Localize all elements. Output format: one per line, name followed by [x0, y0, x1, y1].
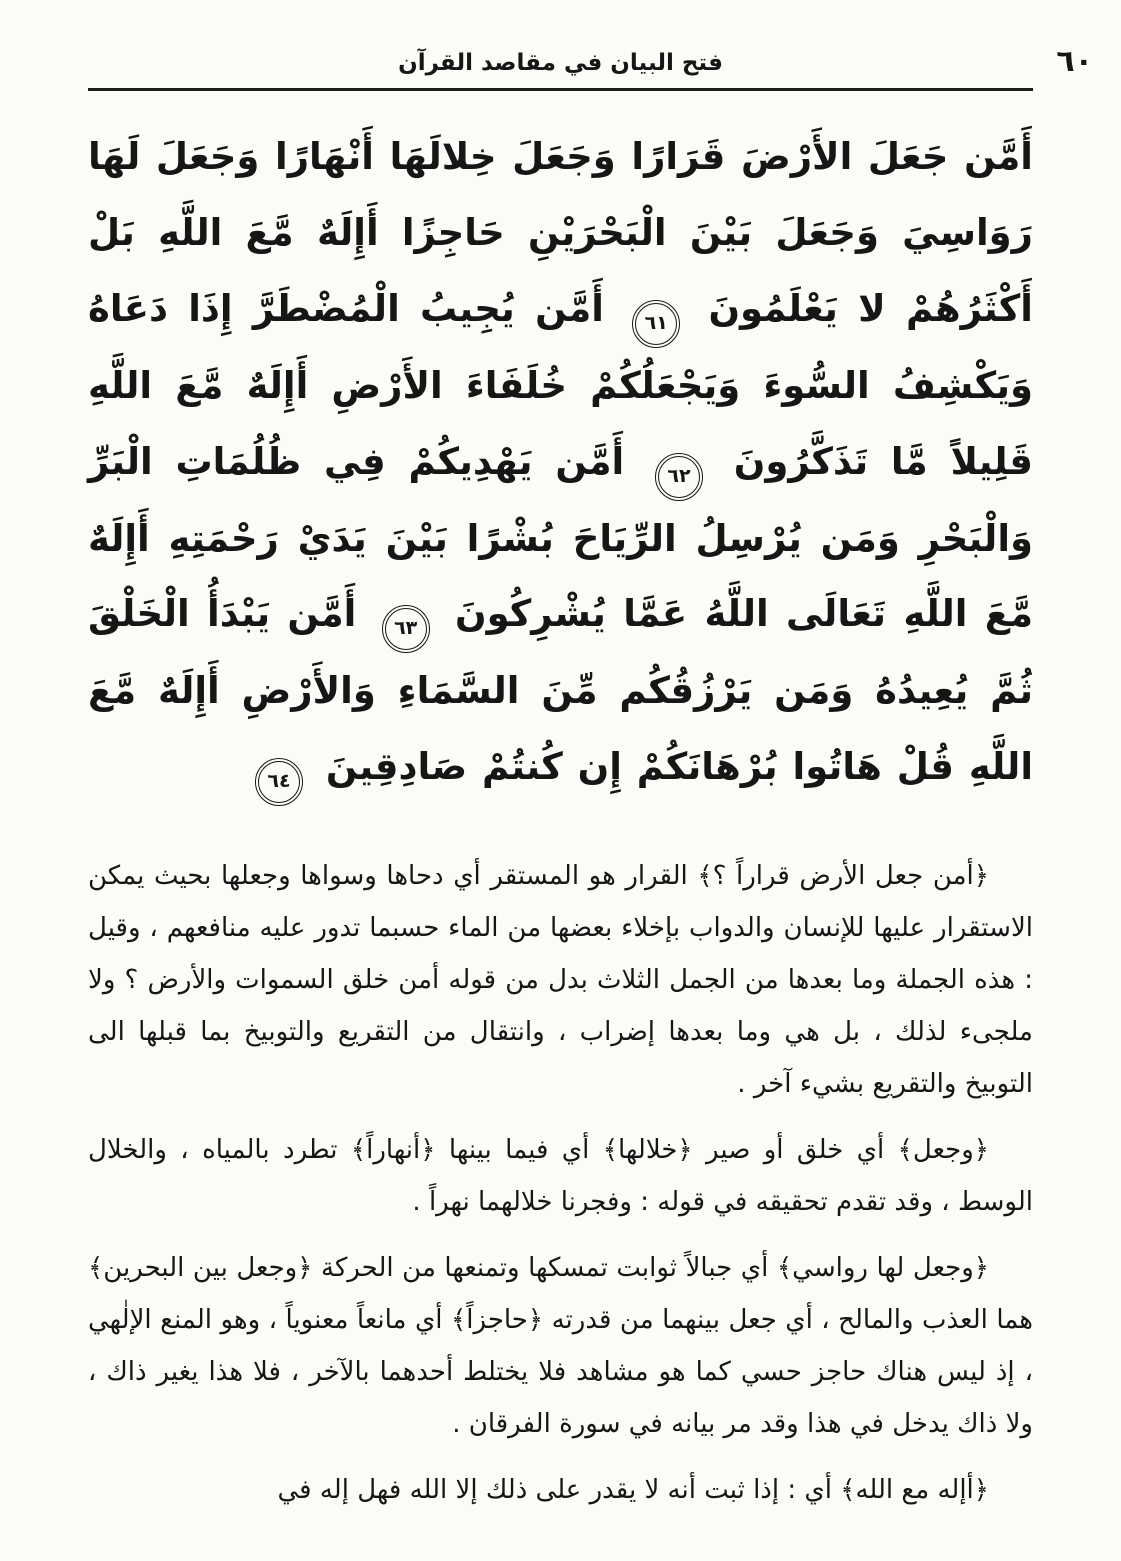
- commentary-paragraph: ﴿أمن جعل الأرض قراراً ؟﴾ القرار هو المستقر أي دحاها وسواها وجعلها بحيث يمكن الاستقرار عليها للإنسان والدواب بإخلاء بعضها من الماء حسبما تدور عليه منافعهم ، وقيل : هذه الجملة وما بعدها من الجمل الثلاث بدل من قوله أمن خلق السموات والأرض ؟ ولا ملجىء لذلك ، بل هي وما بعدها إضراب ، وانتقال من التقريع والتوبيخ بما قبلها الى التوبيخ والتقريع بشيء آخر .: [88, 861, 1033, 1100]
- ayah-text-61: أَمَّن جَعَلَ الأَرْضَ قَرَارًا وَجَعَلَ خِلالَهَا أَنْهَارًا وَجَعَلَ لَهَا رَوَاسِيَ وَجَعَلَ بَيْنَ الْبَحْرَيْنِ حَاجِزًا أَإِلَهٌ مَّعَ اللَّهِ بَلْ أَكْثَرُهُمْ لا يَعْلَمُونَ: [88, 135, 1033, 330]
- ayah-number-badge-64: ٦٤: [255, 758, 303, 806]
- ayah-text-63: أَمَّن يَهْدِيكُمْ فِي ظُلُمَاتِ الْبَرِّ وَالْبَحْرِ وَمَن يُرْسِلُ الرِّيَاحَ بُشْرًا بَيْنَ يَدَيْ رَحْمَتِهِ أَإِلَهٌ مَّعَ اللَّهِ تَعَالَى اللَّهُ عَمَّا يُشْرِكُونَ: [88, 439, 1033, 636]
- ayah-text-64: أَمَّن يَبْدَأُ الْخَلْقَ ثُمَّ يُعِيدُهُ وَمَن يَرْزُقُكُم مِّنَ السَّمَاءِ وَالأَرْضِ أَإِلَهٌ مَّعَ اللَّهِ قُلْ هَاتُوا بُرْهَانَكُمْ إِن كُنتُمْ صَادِقِينَ: [88, 592, 1033, 789]
- ayah-number-badge-62: ٦٢: [655, 453, 703, 501]
- commentary-paragraph: ﴿وجعل﴾ أي خلق أو صير ﴿خلالها﴾ أي فيما بينها ﴿أنهاراً﴾ تطرد بالمياه ، والخلال الوسط ، وقد تقدم تحقيقه في قوله : وفجرنا خلالهما نهراً .: [88, 1135, 1033, 1218]
- commentary-paragraph: ﴿أإله مع الله﴾ أي : إذا ثبت أنه لا يقدر على ذلك إلا الله فهل إله في: [277, 1475, 989, 1506]
- page-number: ٦٠: [1056, 44, 1093, 79]
- commentary-paragraph: ﴿وجعل لها رواسي﴾ أي جبالاً ثوابت تمسكها وتمنعها من الحركة ﴿وجعل بين البحرين﴾ هما العذب والمالح ، أي جعل بينهما من قدرته ﴿حاجزاً﴾ أي مانعاً معنوياً ، وهو المنع الإلٰهي ، إذ ليس هناك حاجز حسي كما هو مشاهد فلا يختلط أحدهما بالآخر ، فلا هذا يغير ذاك ، ولا ذاك يدخل في هذا وقد مر بيانه في سورة الفرقان .: [88, 1253, 1033, 1440]
- ayah-text-62: أَمَّن يُجِيبُ الْمُضْطَرَّ إِذَا دَعَاهُ وَيَكْشِفُ السُّوءَ وَيَجْعَلُكُمْ خُلَفَاءَ الأَرْضِ أَإِلَهٌ مَّعَ اللَّهِ قَلِيلاً مَّا تَذَكَّرُونَ: [88, 286, 1033, 483]
- header-rule: [88, 88, 1033, 91]
- quran-verses-block: [88, 119, 1033, 806]
- ayah-number-badge-63: ٦٣: [382, 605, 430, 653]
- ayah-number-badge-61: ٦١: [632, 300, 680, 348]
- tafsir-commentary: [88, 850, 1033, 1516]
- page-header: [88, 44, 1093, 91]
- running-title: فتح البيان في مقاصد القرآن: [398, 50, 723, 76]
